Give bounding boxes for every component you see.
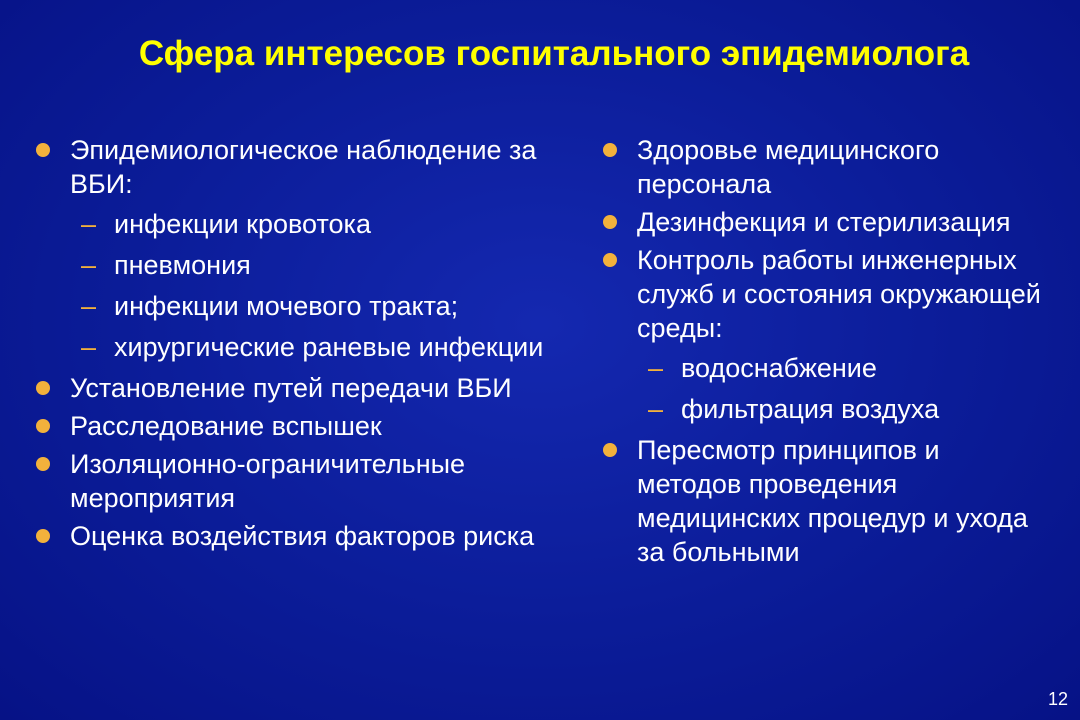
sub-list-item-text: пневмония	[114, 250, 251, 280]
sub-list	[637, 351, 1043, 426]
dash-icon: –	[81, 291, 97, 321]
list-item	[36, 133, 556, 364]
bullet-icon	[36, 143, 50, 157]
bullet-icon	[603, 443, 617, 457]
bullet-icon	[36, 419, 50, 433]
sub-list-item-text: инфекции кровотока	[114, 209, 371, 239]
bullet-icon	[603, 253, 617, 267]
left-bullet-list	[36, 133, 556, 557]
bullet-icon	[36, 529, 50, 543]
sub-list-item-text: фильтрация воздуха	[681, 394, 940, 424]
list-item-text: Пересмотр принципов и методов проведения медицинских процедур и ухода за больными	[637, 435, 1028, 567]
right-bullet-list	[603, 133, 1043, 573]
sub-list-item-text: водоснабжение	[681, 353, 877, 383]
list-item-text: Контроль работы инженерных служб и состояния окружающей среды:	[637, 245, 1041, 343]
list-item-text: Дезинфекция и стерилизация	[637, 207, 1011, 237]
page-number: 12	[1047, 689, 1068, 709]
list-item	[603, 205, 1043, 239]
sub-list-item-text: инфекции мочевого тракта;	[114, 291, 459, 321]
list-item-text: Оценка воздействия факторов риска	[70, 521, 535, 551]
list-item-text: Изоляционно-ограничительные мероприятия	[70, 449, 466, 513]
sub-list	[70, 207, 556, 364]
sub-list-item	[637, 351, 1043, 385]
list-item-text: Расследование вспышек	[70, 411, 382, 441]
bullet-icon	[603, 143, 617, 157]
dash-icon: –	[81, 209, 97, 239]
list-item	[603, 433, 1043, 569]
list-item	[36, 447, 556, 515]
dash-icon: –	[648, 394, 664, 424]
slide-title: Сфера интересов госпитального эпидемиолога	[138, 34, 970, 73]
bullet-icon	[603, 215, 617, 229]
sub-list-item-text: хирургические раневые инфекции	[114, 332, 544, 362]
bullet-icon	[36, 457, 50, 471]
dash-icon: –	[81, 250, 97, 280]
list-item	[36, 409, 556, 443]
sub-list-item	[70, 289, 556, 323]
sub-list-item	[637, 392, 1043, 426]
list-item-text: Здоровье медицинского персонала	[637, 135, 940, 199]
dash-icon: –	[81, 332, 97, 362]
sub-list-item	[70, 207, 556, 241]
sub-list-item	[70, 248, 556, 282]
list-item	[603, 243, 1043, 426]
bullet-icon	[36, 381, 50, 395]
list-item-text: Эпидемиологическое наблюдение за ВБИ:	[70, 135, 537, 199]
list-item	[36, 371, 556, 405]
list-item	[36, 519, 556, 553]
list-item	[603, 133, 1043, 201]
list-item-text: Установление путей передачи ВБИ	[70, 373, 512, 403]
sub-list-item	[70, 330, 556, 364]
dash-icon: –	[648, 353, 664, 383]
